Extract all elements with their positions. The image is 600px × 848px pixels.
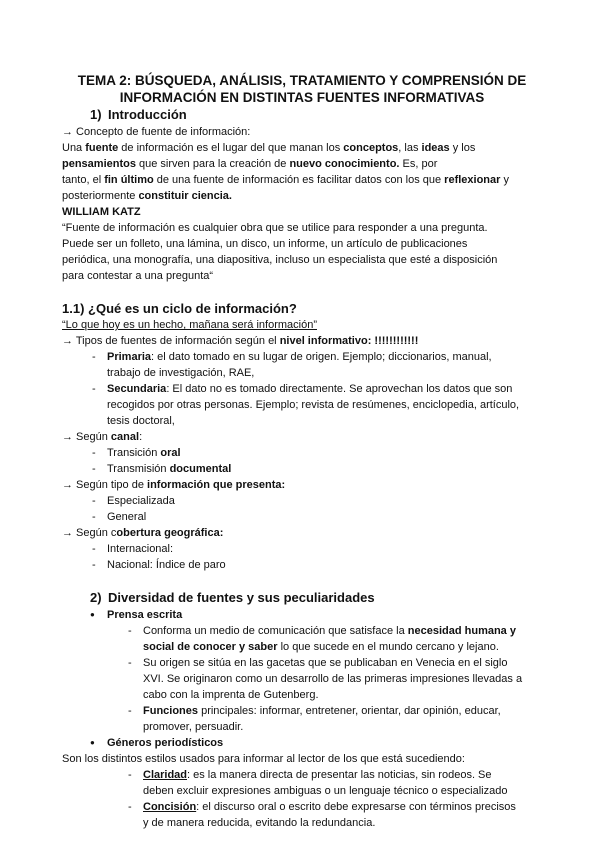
text-run bbox=[143, 769, 187, 781]
text-run: ideas bbox=[421, 142, 450, 154]
text-run: Introducción bbox=[108, 107, 187, 122]
dash-list-continuation bbox=[62, 365, 542, 381]
bullet-item bbox=[62, 735, 542, 751]
text-run: lo que sucede en el mundo cercano y lejano. bbox=[277, 641, 499, 653]
text-run: General bbox=[107, 511, 147, 523]
text-run: 1.1) ¿Qué es un ciclo de información? bbox=[62, 301, 297, 316]
dash-list-continuation bbox=[62, 397, 542, 413]
text-run: Concisión bbox=[143, 801, 197, 813]
text-run: tanto, el bbox=[62, 174, 105, 186]
subsection-heading bbox=[62, 300, 542, 317]
text-run: Puede ser un folleto, una lámina, un disco, un informe, un artículo de publicaciones bbox=[62, 238, 468, 250]
text-run: Una bbox=[62, 142, 86, 154]
text-run: : El dato no es tomado directamente. Se aprovechan los datos que son bbox=[166, 383, 513, 395]
text-run: : es la manera directa de presentar las noticias, sin rodeos. Se bbox=[187, 769, 492, 781]
text-run: → Concepto de fuente de información: bbox=[62, 126, 251, 138]
paragraph-line bbox=[62, 477, 542, 493]
text-run bbox=[143, 801, 196, 813]
text-run: Géneros periodísticos bbox=[107, 737, 224, 749]
text-run: “Fuente de información es cualquier obra que se utilice para responder a una pregunta. bbox=[62, 222, 488, 234]
text-run: fuente bbox=[85, 142, 119, 154]
text-run: necesidad humana y bbox=[407, 625, 516, 637]
text-run: principales: informar, entretener, orientar, dar opinión, educar, bbox=[198, 705, 501, 717]
text-run: trabajo de investigación, RAE, bbox=[107, 367, 255, 379]
text-run: WILLIAM KATZ bbox=[62, 206, 141, 218]
text-run: tesis doctoral, bbox=[107, 415, 175, 427]
text-run: de una fuente de información es facilitar datos con los que bbox=[153, 174, 445, 186]
heading-number: 1) bbox=[90, 107, 102, 122]
text-run: nivel informativo: !!!!!!!!!!!! bbox=[279, 335, 419, 347]
paragraph-line bbox=[62, 204, 542, 220]
text-run: Es, por bbox=[399, 158, 438, 170]
text-run: Internacional: bbox=[107, 543, 174, 555]
text-run: Transmisión bbox=[107, 463, 170, 475]
dash-list-continuation bbox=[62, 719, 542, 735]
text-run: deben excluir expresiones ambiguas o un lenguaje técnico o especializado bbox=[143, 785, 508, 797]
paragraph-line bbox=[62, 429, 542, 445]
text-run: Conforma un medio de comunicación que satisface la bbox=[143, 625, 408, 637]
paragraph-line bbox=[62, 317, 542, 333]
text-run: canal bbox=[110, 431, 140, 443]
dash-list-continuation bbox=[62, 783, 542, 799]
text-run: “Lo que hoy es un hecho, mañana será información” bbox=[62, 319, 317, 331]
text-run: obertura geográfica: bbox=[116, 527, 224, 539]
text-run: y bbox=[500, 174, 509, 186]
section-heading bbox=[62, 106, 542, 124]
text-run: fin último bbox=[104, 174, 154, 186]
dash-list-item bbox=[62, 703, 542, 719]
text-run: posteriormente bbox=[62, 190, 139, 202]
paragraph-line bbox=[62, 751, 542, 767]
text-run: oral bbox=[160, 447, 181, 459]
text-run: y los bbox=[449, 142, 476, 154]
text-run: Primaria bbox=[107, 351, 152, 363]
text-run: información que presenta: bbox=[147, 479, 286, 491]
text-run: : bbox=[139, 431, 143, 443]
dash-list-item bbox=[62, 445, 542, 461]
paragraph-line bbox=[62, 124, 542, 140]
text-run: para contestar a una pregunta“ bbox=[62, 270, 214, 282]
text-run: : el dato tomado en su lugar de origen. Ejemplo; diccionarios, manual, bbox=[151, 351, 492, 363]
text-run: INFORMACIÓN EN DISTINTAS FUENTES INFORMATIVAS bbox=[119, 90, 485, 105]
text-run: recogidos por otras personas. Ejemplo; revista de resúmenes, enciclopedia, artículo, bbox=[107, 399, 520, 411]
paragraph-line bbox=[62, 236, 542, 252]
dash-list-continuation bbox=[62, 671, 542, 687]
dash-list-continuation bbox=[62, 413, 542, 429]
dash-list-item bbox=[62, 349, 542, 365]
dash-list-item bbox=[62, 557, 542, 573]
text-run: : el discurso oral o escrito debe expresarse con términos precisos bbox=[196, 801, 516, 813]
text-run: nuevo conocimiento. bbox=[289, 158, 400, 170]
text-run: Especializada bbox=[107, 495, 175, 507]
text-run: y de manera reducida, evitando la redundancia. bbox=[143, 817, 376, 829]
text-run: Funciones bbox=[143, 705, 199, 717]
dash-list-continuation bbox=[62, 639, 542, 655]
dash-list-item bbox=[62, 541, 542, 557]
text-run: → Según bbox=[62, 431, 111, 443]
text-run: periódica, una monografía, una diapositiva, incluso un especialista que esté a disposición bbox=[62, 254, 498, 266]
bullet-item bbox=[62, 607, 542, 623]
paragraph-line bbox=[62, 525, 542, 541]
text-run: conceptos bbox=[343, 142, 399, 154]
paragraph-line bbox=[62, 188, 542, 204]
text-run: Son los distintos estilos usados para informar al lector de los que está sucediendo: bbox=[62, 753, 465, 765]
text-run: documental bbox=[169, 463, 232, 475]
text-run: cabo con la imprenta de Gutenberg. bbox=[143, 689, 319, 701]
spacer bbox=[62, 284, 542, 300]
text-run: Su origen se sitúa en las gacetas que se publicaban en Venecia en el siglo bbox=[143, 657, 508, 669]
dash-list-item bbox=[62, 799, 542, 815]
text-run: social de conocer y saber bbox=[143, 641, 278, 653]
dash-list-item bbox=[62, 493, 542, 509]
paragraph-line bbox=[62, 268, 542, 284]
spacer bbox=[62, 573, 542, 589]
paragraph-line bbox=[62, 156, 542, 172]
text-run: Diversidad de fuentes y sus peculiaridades bbox=[108, 590, 375, 605]
dash-list-item bbox=[62, 461, 542, 477]
text-run: Secundaria bbox=[107, 383, 167, 395]
document-title bbox=[62, 89, 542, 106]
text-run: Nacional: Índice de paro bbox=[107, 559, 226, 571]
text-run: , las bbox=[398, 142, 422, 154]
text-run: → Según tipo de bbox=[62, 479, 148, 491]
paragraph-line bbox=[62, 172, 542, 188]
dash-list-item bbox=[62, 509, 542, 525]
text-run: XVI. Se originaron como un desarrollo de las primeras impresiones llevadas a bbox=[143, 673, 523, 685]
paragraph-line bbox=[62, 220, 542, 236]
text-run: Transición bbox=[107, 447, 161, 459]
text-run: → Tipos de fuentes de información según el bbox=[62, 335, 280, 347]
text-run: de información es el lugar del que manan los bbox=[118, 142, 344, 154]
document-page bbox=[62, 72, 542, 831]
text-run: promover, persuadir. bbox=[143, 721, 244, 733]
text-run bbox=[62, 319, 317, 331]
document-title bbox=[62, 72, 542, 89]
dash-list-item bbox=[62, 623, 542, 639]
dash-list-item bbox=[62, 767, 542, 783]
text-run: constituir ciencia. bbox=[138, 190, 232, 202]
text-run: pensamientos bbox=[62, 158, 136, 170]
dash-list-continuation bbox=[62, 687, 542, 703]
text-run: reflexionar bbox=[444, 174, 501, 186]
heading-number: 2) bbox=[90, 590, 102, 605]
text-run: TEMA 2: BÚSQUEDA, ANÁLISIS, TRATAMIENTO Y COMPRENSIÓN DE bbox=[77, 73, 527, 88]
section-heading bbox=[62, 589, 542, 607]
paragraph-line bbox=[62, 333, 542, 349]
text-run: → Según c bbox=[62, 527, 117, 539]
text-run: Prensa escrita bbox=[107, 609, 183, 621]
dash-list-continuation bbox=[62, 815, 542, 831]
dash-list-item bbox=[62, 381, 542, 397]
paragraph-line bbox=[62, 140, 542, 156]
text-run: Claridad bbox=[143, 769, 188, 781]
paragraph-line bbox=[62, 252, 542, 268]
text-run: que sirven para la creación de bbox=[135, 158, 290, 170]
dash-list-item bbox=[62, 655, 542, 671]
